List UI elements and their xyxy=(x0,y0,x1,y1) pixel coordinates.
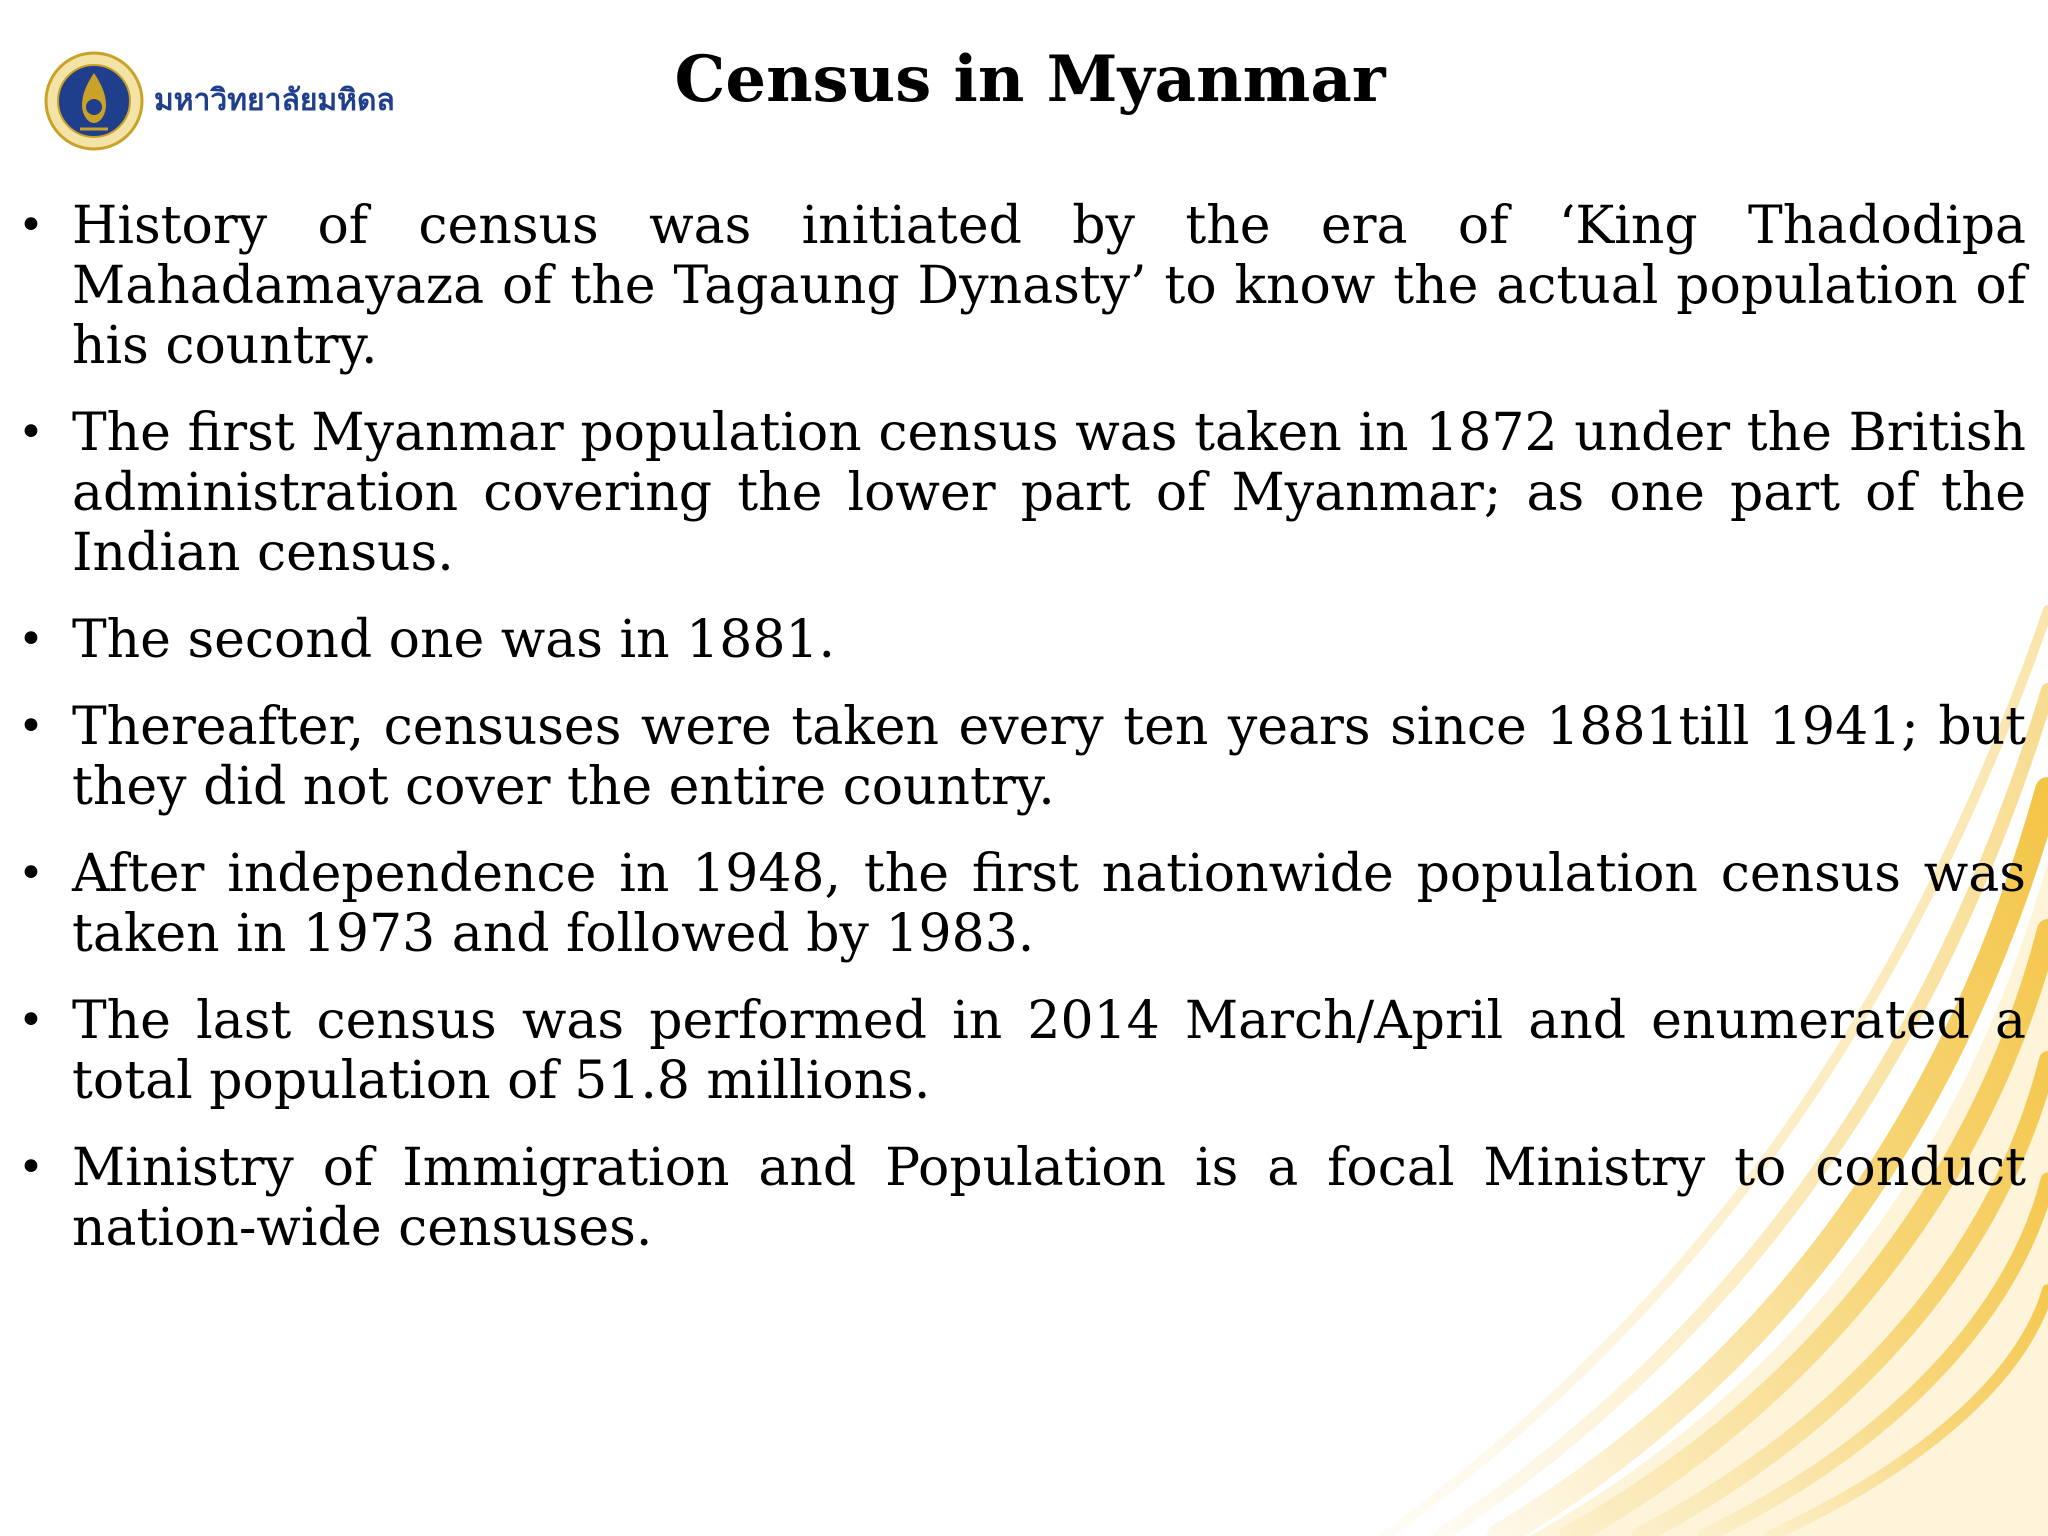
bullet-item xyxy=(14,610,2026,670)
bullet-text: After independence in 1948, the first nationwide population census was taken in 1973 and followed by 1983. xyxy=(72,844,2026,964)
slide-title: Census in Myanmar xyxy=(674,42,1386,117)
bullet-text: The last census was performed in 2014 March/April and enumerated a total population of 51.8 millions. xyxy=(72,991,2026,1111)
bullet-list xyxy=(14,196,2026,1285)
university-logo xyxy=(44,46,464,156)
bullet-marker: • xyxy=(18,614,44,665)
bullet-marker: • xyxy=(18,200,44,251)
bullet-text: The first Myanmar population census was taken in 1872 under the British administration covering the lower part of Myanmar; as one part of the Indian census. xyxy=(72,403,2026,583)
university-name: มหาวิทยาลัยมหิดล xyxy=(154,83,395,118)
bullet-text: History of census was initiated by the era of ‘King Thadodipa Mahadamayaza of the Tagaung Dynasty’ to know the actual population of his country. xyxy=(72,196,2026,376)
bullet-text: The second one was in 1881. xyxy=(72,610,836,670)
university-seal-icon xyxy=(44,51,144,151)
bullet-item xyxy=(14,1138,2026,1258)
bullet-marker: • xyxy=(18,701,44,752)
bullet-marker: • xyxy=(18,995,44,1046)
bullet-marker: • xyxy=(18,407,44,458)
bullet-item xyxy=(14,844,2026,964)
bullet-item xyxy=(14,196,2026,376)
bullet-item xyxy=(14,697,2026,817)
bullet-text: Thereafter, censuses were taken every ten years since 1881till 1941; but they did not cover the entire country. xyxy=(72,697,2026,817)
bullet-item xyxy=(14,403,2026,583)
bullet-text: Ministry of Immigration and Population is a focal Ministry to conduct nation-wide censuses. xyxy=(72,1138,2026,1258)
bullet-marker: • xyxy=(18,848,44,899)
bullet-marker: • xyxy=(18,1142,44,1193)
bullet-item xyxy=(14,991,2026,1111)
